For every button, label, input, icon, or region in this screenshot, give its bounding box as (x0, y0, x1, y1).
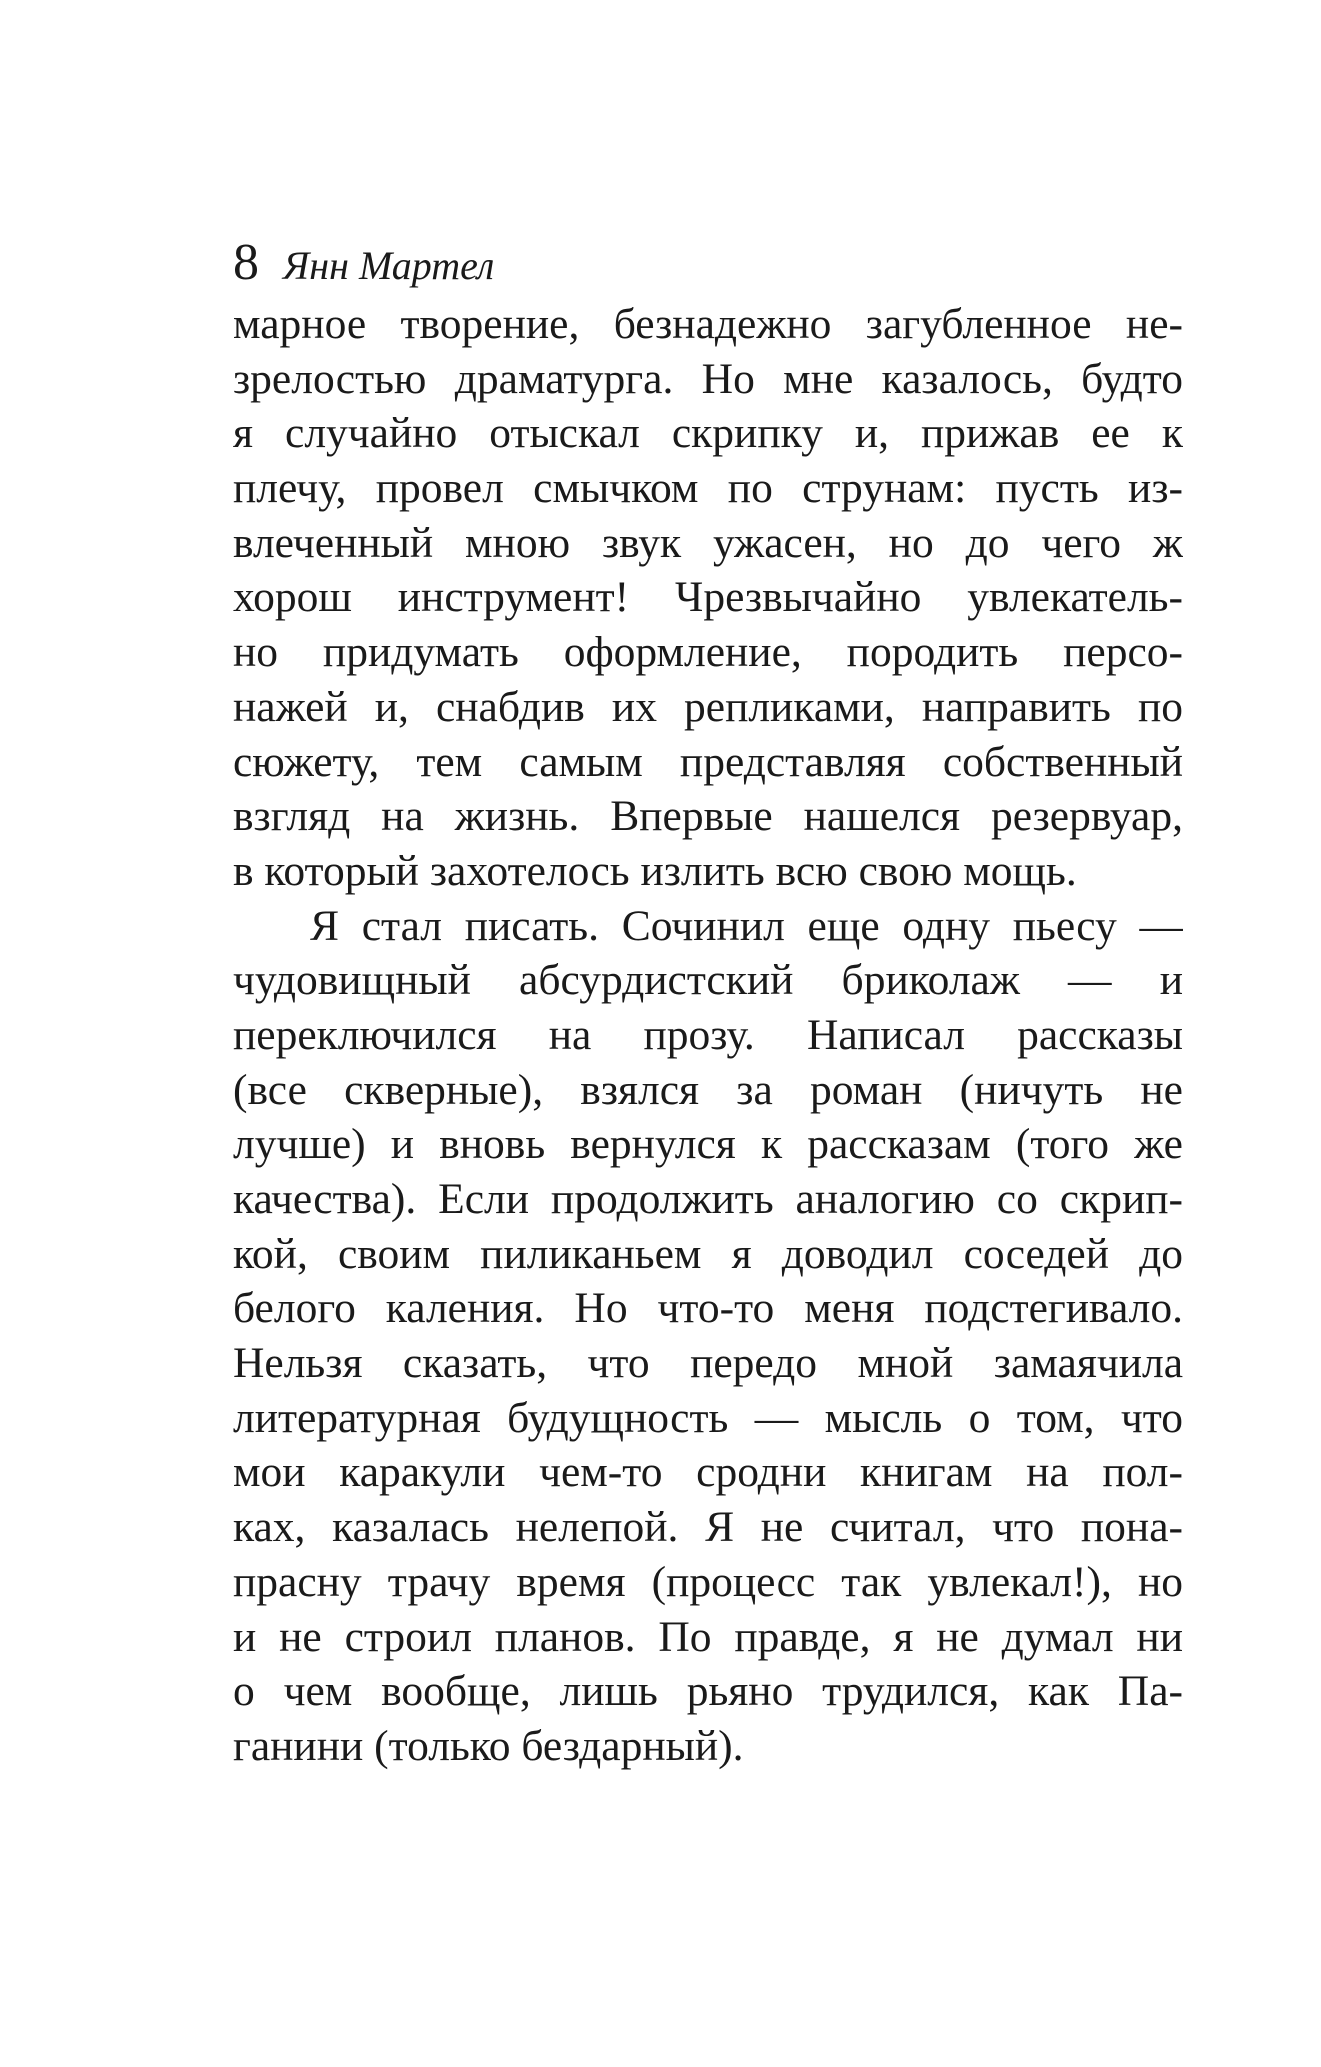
text-line: хорош инструмент! Чрезвычайно увлекатель- (233, 573, 1183, 622)
text-line: ганини (только бездарный). (233, 1721, 744, 1770)
text-line: нажей и, снабдив их репликами, направить по (233, 682, 1183, 731)
page-number: 8 (233, 234, 259, 291)
text-line: плечу, провел смычком по струнам: пусть из- (233, 464, 1183, 513)
text-line: чудовищный абсурдистский бриколаж — и (233, 956, 1183, 1005)
text-line: кой, своим пиликаньем я доводил соседей до (233, 1229, 1183, 1278)
text-line: переключился на прозу. Написал рассказы (233, 1010, 1183, 1059)
running-head-author: Янн Мартел (283, 243, 495, 288)
text-line: о чем вообще, лишь рьяно трудился, как Па- (233, 1667, 1183, 1716)
text-line: но придумать оформление, породить персо- (233, 628, 1183, 677)
text-line: литературная будущность — мысль о том, что (233, 1393, 1183, 1442)
text-line: влеченный мною звук ужасен, но до чего ж (233, 518, 1183, 567)
body-text (233, 297, 1183, 1774)
text-line: взгляд на жизнь. Впервые нашелся резервуар, (233, 792, 1183, 841)
text-line: лучше) и вновь вернулся к рассказам (того же (233, 1120, 1183, 1169)
text-line: в который захотелось излить всю свою мощь. (233, 846, 1077, 895)
paragraph-2 (233, 899, 1183, 1774)
text-line: и не строил планов. По правде, я не думал ни (233, 1612, 1183, 1661)
text-line: сюжету, тем самым представляя собственный (233, 737, 1183, 786)
text-line: Я стал писать. Сочинил еще одну пьесу — (310, 901, 1183, 950)
text-line: ках, казалась нелепой. Я не считал, что пона- (233, 1503, 1183, 1552)
text-line: (все скверные), взялся за роман (ничуть не (233, 1065, 1183, 1114)
running-head (233, 228, 494, 298)
text-line: Нельзя сказать, что передо мной замаячила (233, 1339, 1183, 1388)
text-line: зрелостью драматурга. Но мне казалось, будто (233, 354, 1183, 403)
paragraph-1 (233, 297, 1183, 899)
text-line: белого каления. Но что-то меня подстегивало. (233, 1284, 1183, 1333)
text-line: качества). Если продолжить аналогию со скрип- (233, 1175, 1183, 1223)
text-line: я случайно отыскал скрипку и, прижав ее к (233, 409, 1183, 458)
text-line: мои каракули чем-то сродни книгам на пол- (233, 1448, 1183, 1497)
text-line: марное творение, безнадежно загубленное не- (233, 300, 1183, 348)
text-line: прасну трачу время (процесс так увлекал!), но (233, 1557, 1183, 1606)
